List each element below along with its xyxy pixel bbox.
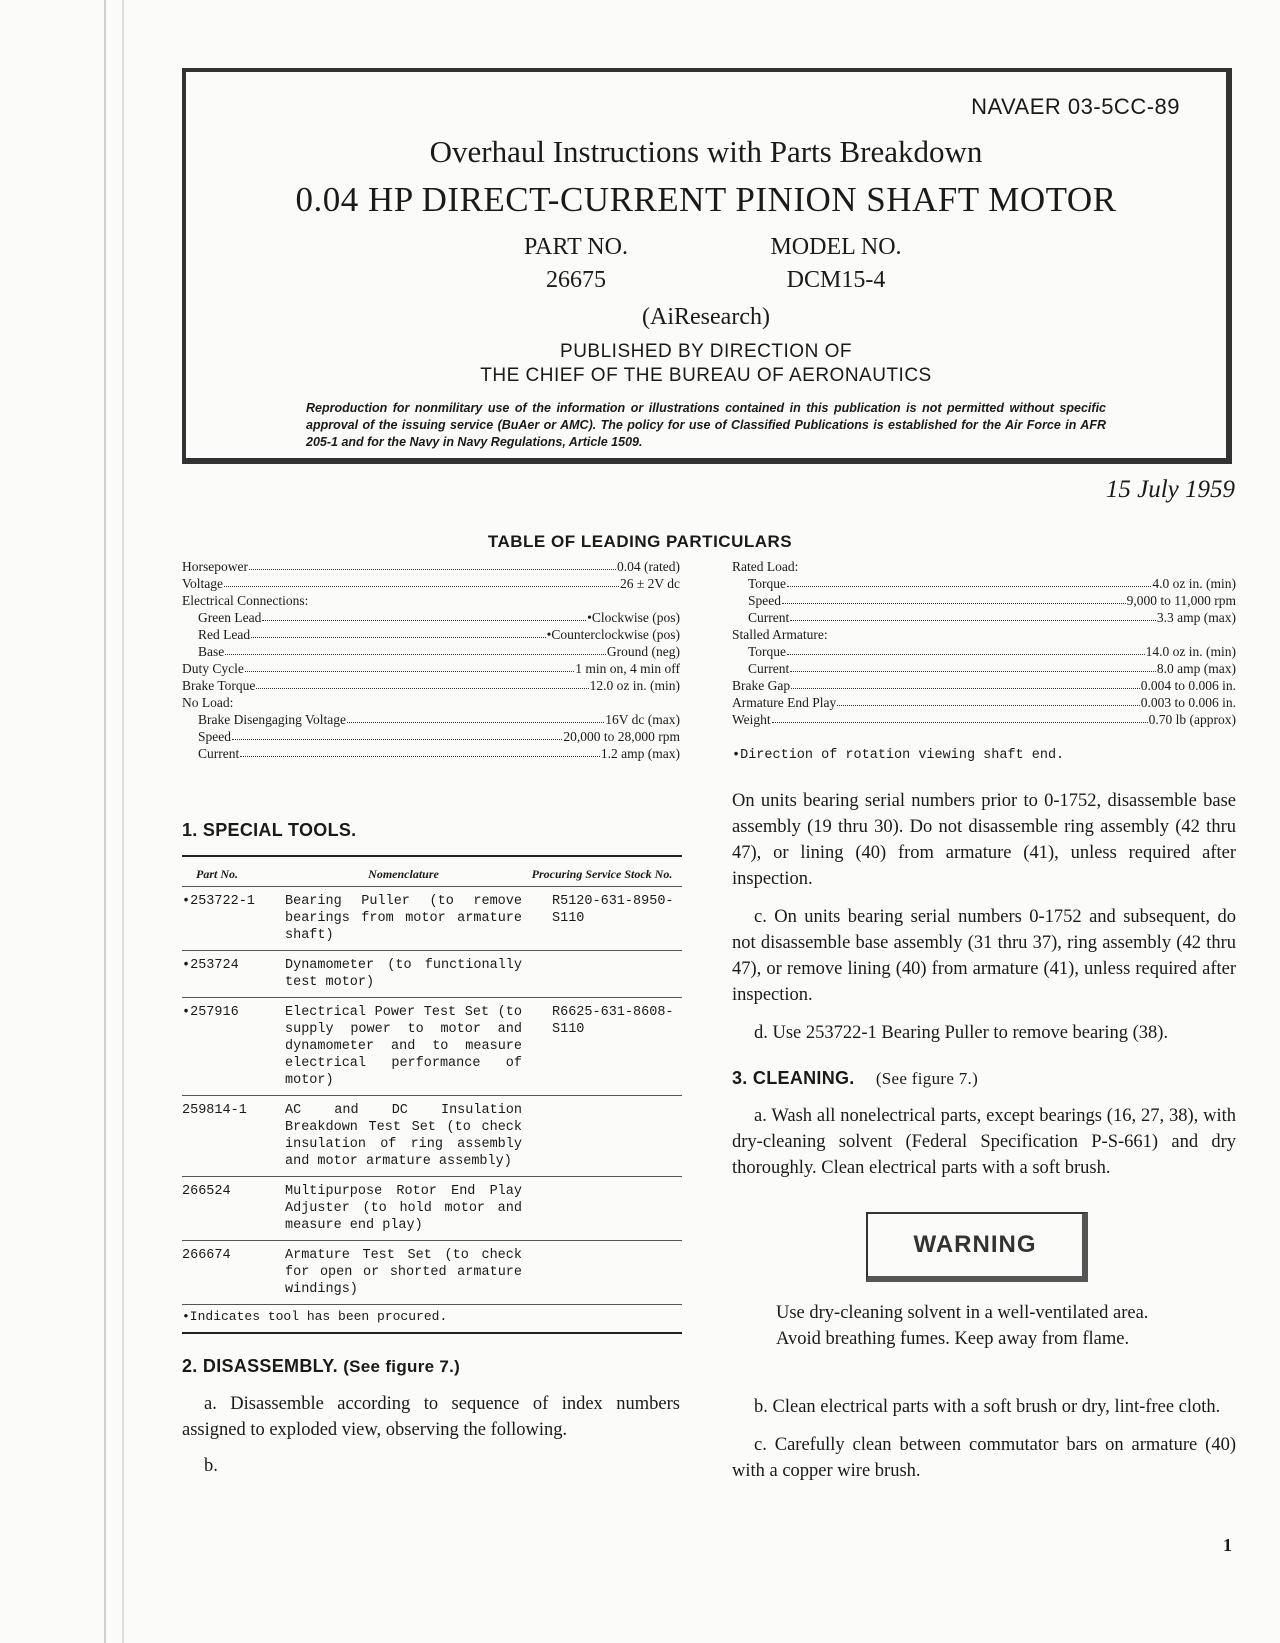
- particular-value: 8.0 amp (max): [1156, 661, 1236, 676]
- particular-value: •Counterclockwise (pos): [546, 627, 680, 642]
- particular-row: [182, 626, 680, 643]
- table-row: [182, 951, 682, 998]
- particular-row: [732, 626, 1236, 643]
- particulars-note: •Direction of rotation viewing shaft end.: [732, 748, 1065, 763]
- particular-label: Current: [748, 661, 790, 676]
- paragraph: d. Use 253722-1 Bearing Puller to remove bearing (38).: [754, 1023, 1169, 1043]
- figure-ref: (See figure 7.): [875, 1069, 979, 1088]
- scan-edge: [122, 0, 124, 1643]
- tool-stock: [522, 957, 682, 991]
- particular-row: [182, 609, 680, 626]
- section-heading: [182, 1356, 680, 1377]
- paragraph: b. Clean electrical parts with a soft brush or dry, lint-free cloth.: [754, 1397, 1221, 1417]
- dot-leader: [791, 677, 1140, 689]
- section-heading: [732, 1068, 1236, 1089]
- paragraph: c. On units bearing serial numbers 0-1752 and subsequent, do not disassemble base assembly (31 thru 37), ring assembly (42 thru 47), or remove lining (40) from armature (41), unless required after inspection.: [732, 907, 1236, 1005]
- paragraph: a. Wash all nonelectrical parts, except bearings (16, 27, 38), with dry-cleaning solvent (Federal Specification P-S-661) and dry thoroughly. Clean electrical parts with a soft brush.: [732, 1106, 1236, 1178]
- particular-label: Armature End Play: [732, 695, 837, 710]
- dot-leader: [782, 592, 1126, 604]
- dot-leader: [251, 626, 546, 638]
- particular-label: Brake Torque: [182, 678, 256, 693]
- particular-label: Green Lead: [198, 610, 262, 625]
- table-row: [182, 887, 682, 951]
- warning-banner: WARNING: [866, 1212, 1088, 1282]
- dot-leader: [347, 711, 604, 723]
- tool-stock: R6625-631-8608-S110: [552, 1005, 674, 1037]
- tools-table-header: [182, 857, 682, 887]
- particular-label: Base: [198, 644, 225, 659]
- tool-stock: R5120-631-8950-S110: [552, 894, 674, 926]
- particular-value: 26 ± 2V dc: [619, 576, 680, 591]
- particular-value: 16V dc (max): [605, 712, 680, 727]
- particular-value: •Clockwise (pos): [587, 610, 680, 625]
- heading-text: 3. CLEANING.: [732, 1068, 855, 1088]
- reproduction-notice: Reproduction for nonmilitary use of the information or illustrations contained in this publication is not permitted without specific approval of the issuing service (BuAer or AMC). The policy for use of Classified Publications is established for the Air Force in AFR 205-1 and for the Navy in Navy Regulations, Article 1509.: [306, 401, 1106, 449]
- tool-part: •257916: [182, 1005, 239, 1020]
- tool-part: 259814-1: [182, 1103, 247, 1118]
- tools-footnote: •Indicates tool has been procured.: [182, 1305, 682, 1334]
- document-title: Overhaul Instructions with Parts Breakdown: [429, 134, 983, 169]
- document-subtitle: 0.04 HP DIRECT-CURRENT PINION SHAFT MOTOR: [295, 180, 1117, 219]
- particular-value: 1.2 amp (max): [600, 746, 680, 761]
- paragraph: c. Carefully clean between commutator bars on armature (40) with a copper wire brush.: [732, 1435, 1236, 1481]
- paragraph: a. Disassemble according to sequence of index numbers assigned to exploded view, observing the following.: [182, 1394, 680, 1440]
- publisher-line: PUBLISHED BY DIRECTION OF: [560, 341, 852, 362]
- dot-leader: [790, 660, 1156, 672]
- tool-stock: [522, 1247, 682, 1298]
- particular-value: 3.3 amp (max): [1156, 610, 1236, 625]
- particular-row: [732, 643, 1236, 660]
- dot-leader: [787, 643, 1145, 655]
- particular-value: 0.04 (rated): [617, 559, 680, 574]
- particular-label: No Load:: [182, 695, 234, 710]
- tool-name: AC and DC Insulation Breakdown Test Set (to check insulation of ring assembly and motor armature assembly): [285, 1103, 522, 1169]
- dot-leader: [790, 609, 1156, 621]
- particular-row: [732, 660, 1236, 677]
- tool-name: Bearing Puller (to remove bearings from motor armature shaft): [285, 894, 522, 943]
- warning-text: Use dry-cleaning solvent in a well-ventilated area. Avoid breathing fumes. Keep away from flame.: [776, 1303, 1149, 1349]
- model-value: DCM15-4: [786, 267, 886, 293]
- dot-leader: [262, 609, 586, 621]
- particular-label: Current: [198, 746, 240, 761]
- particular-label: Horsepower: [182, 559, 248, 574]
- tool-name: Dynamometer (to functionally test motor): [285, 958, 522, 990]
- table-row: [182, 1177, 682, 1241]
- particulars-left: [182, 558, 680, 762]
- model-number: [726, 234, 946, 294]
- particular-row: [182, 592, 680, 609]
- column-header: Procuring Service Stock No.: [531, 867, 673, 881]
- particular-value: 0.003 to 0.006 in.: [1140, 695, 1236, 710]
- particular-label: Red Lead: [198, 627, 251, 642]
- part-number: [486, 234, 666, 294]
- heading-text: 2. DISASSEMBLY.: [182, 1356, 338, 1376]
- particular-row: [182, 575, 680, 592]
- particular-value: 1 min on, 4 min off: [575, 661, 680, 676]
- particular-value: 9,000 to 11,000 rpm: [1126, 593, 1236, 608]
- dot-leader: [837, 694, 1140, 706]
- particular-label: Brake Disengaging Voltage: [198, 712, 346, 727]
- particular-value: 14.0 oz in. (min): [1145, 644, 1236, 659]
- document-number: NAVAER 03-5CC-89: [971, 94, 1180, 119]
- particular-row: [732, 558, 1236, 575]
- title-box: [182, 68, 1232, 464]
- dot-leader: [224, 575, 619, 587]
- particular-value: 20,000 to 28,000 rpm: [563, 729, 680, 744]
- particular-row: [182, 745, 680, 762]
- particular-label: Weight: [732, 712, 771, 727]
- dot-leader: [232, 728, 562, 740]
- particular-label: Stalled Armature:: [732, 627, 828, 642]
- section-heading: 1. SPECIAL TOOLS.: [182, 820, 357, 840]
- dot-leader: [256, 677, 588, 689]
- particular-row: [182, 677, 680, 694]
- disassembly-section: [182, 1356, 680, 1505]
- cleaning-continued: [732, 1394, 1236, 1484]
- part-label: PART NO.: [524, 234, 628, 260]
- particular-row: [182, 558, 680, 575]
- particular-row: [732, 694, 1236, 711]
- table-row: [182, 998, 682, 1096]
- dot-leader: [772, 711, 1148, 723]
- particular-value: 4.0 oz in. (min): [1152, 576, 1236, 591]
- dot-leader: [225, 643, 606, 655]
- particular-row: [182, 694, 680, 711]
- tool-part: 266674: [182, 1248, 231, 1263]
- tool-part: •253722-1: [182, 894, 255, 909]
- dot-leader: [240, 745, 600, 757]
- particular-value: 0.70 lb (approx): [1148, 712, 1236, 727]
- scan-edge: [104, 0, 106, 1643]
- particular-row: [182, 660, 680, 677]
- particular-value: 12.0 oz in. (min): [589, 678, 680, 693]
- column-header: Nomenclature: [368, 867, 439, 881]
- particular-row: [732, 609, 1236, 626]
- page-number: 1: [1223, 1535, 1232, 1555]
- particular-row: [732, 592, 1236, 609]
- tool-part: 266524: [182, 1184, 231, 1199]
- tool-part: •253724: [182, 958, 239, 973]
- part-value: 26675: [546, 267, 606, 293]
- figure-ref: (See figure 7.): [343, 1357, 461, 1376]
- particulars-right: [732, 558, 1236, 728]
- manufacturer: (AiResearch): [642, 304, 770, 330]
- particular-row: [732, 575, 1236, 592]
- particular-label: Speed: [198, 729, 231, 744]
- particular-row: [182, 728, 680, 745]
- particular-row: [182, 643, 680, 660]
- particular-label: Speed: [748, 593, 781, 608]
- particular-row: [732, 711, 1236, 728]
- paragraph-continued: On units bearing serial numbers prior to 0-1752, disassemble base assembly (19 thru 30). Do not disassemble ring assembly (42 thru 47), or lining (40) from armature (41), unless required after inspection.: [732, 791, 1236, 889]
- particular-label: Brake Gap: [732, 678, 791, 693]
- particular-label: Current: [748, 610, 790, 625]
- table-row: [182, 1241, 682, 1305]
- table-row: [182, 1096, 682, 1177]
- column-header: Part No.: [196, 867, 238, 881]
- dot-leader: [249, 558, 616, 570]
- tool-name: Multipurpose Rotor End Play Adjuster (to hold motor and measure end play): [285, 1184, 522, 1233]
- tool-name: Electrical Power Test Set (to supply power to motor and dynamometer and to measure electrical performance of motor): [285, 1005, 522, 1088]
- publisher: [186, 340, 1226, 388]
- particular-label: Torque: [748, 576, 787, 591]
- particular-row: [182, 711, 680, 728]
- particular-label: Electrical Connections:: [182, 593, 309, 608]
- publication-date: 15 July 1959: [1105, 476, 1235, 503]
- particulars-title: TABLE OF LEADING PARTICULARS: [487, 532, 793, 551]
- particular-value: 0.004 to 0.006 in.: [1140, 678, 1236, 693]
- particular-row: [732, 677, 1236, 694]
- model-label: MODEL NO.: [770, 234, 902, 260]
- particular-label: Voltage: [182, 576, 223, 591]
- tool-stock: [522, 1102, 682, 1170]
- tool-name: Armature Test Set (to check for open or shorted armature windings): [285, 1248, 522, 1297]
- paragraph: b.: [204, 1456, 218, 1476]
- tool-stock: [522, 1183, 682, 1234]
- special-tools-section: [182, 820, 682, 1334]
- particular-label: Torque: [748, 644, 787, 659]
- particular-label: Rated Load:: [732, 559, 799, 574]
- right-column: [732, 788, 1236, 1181]
- particular-value: Ground (neg): [606, 644, 680, 659]
- publisher-line: THE CHIEF OF THE BUREAU OF AERONAUTICS: [480, 365, 932, 386]
- dot-leader: [787, 575, 1151, 587]
- dot-leader: [245, 660, 574, 672]
- particular-label: Duty Cycle: [182, 661, 244, 676]
